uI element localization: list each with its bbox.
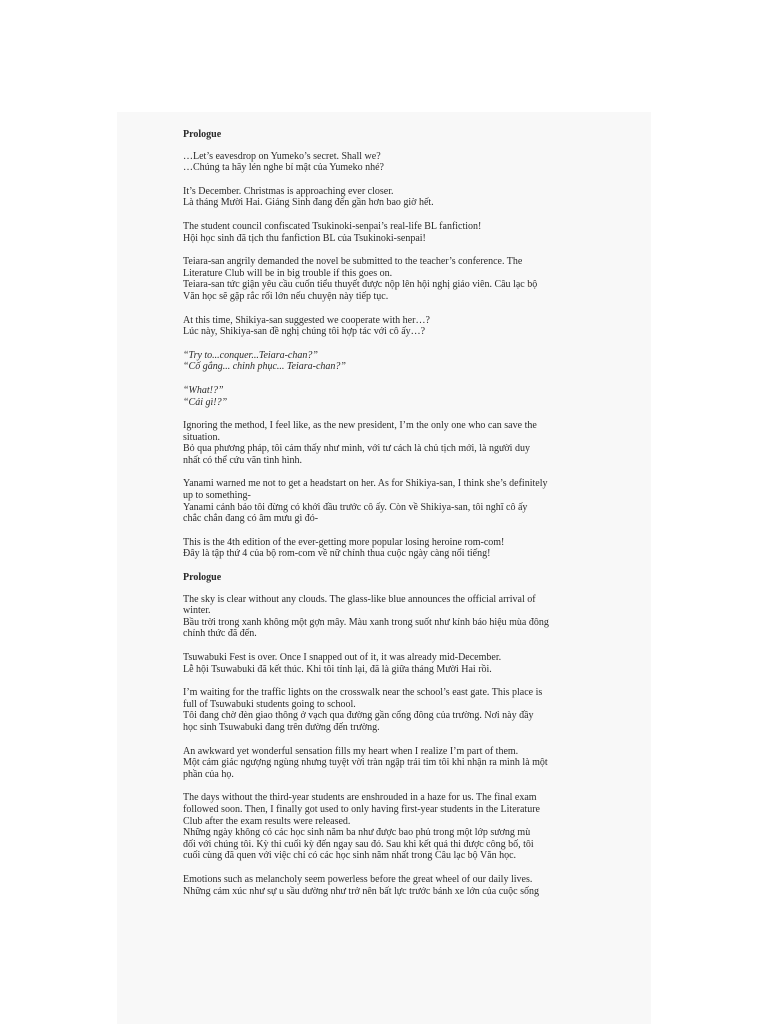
text-line: Literature Club will be in big trouble if this goes on.	[183, 267, 393, 279]
paragraph	[183, 594, 591, 640]
paragraph	[183, 221, 591, 244]
paragraph	[183, 420, 591, 466]
page-content	[183, 129, 591, 909]
paragraph	[183, 385, 591, 408]
text-line: Ignoring the method, I feel like, as the new president, I’m the only one who can save the	[183, 420, 537, 432]
paragraph	[183, 186, 591, 209]
text-line: The days without the third-year students are enshrouded in a haze for us. The final exam	[183, 792, 537, 804]
text-line: …Chúng ta hãy lén nghe bí mật của Yumeko nhé?	[183, 162, 384, 174]
text-line: An awkward yet wonderful sensation fills my heart when I realize I’m part of them.	[183, 745, 519, 757]
paragraph	[183, 792, 591, 862]
text-line: At this time, Shikiya-san suggested we cooperate with her…?	[183, 314, 430, 326]
section-heading: Prologue	[183, 572, 222, 584]
text-line: up to something-	[183, 490, 251, 502]
paragraph	[183, 315, 591, 338]
text-line: Hội học sinh đã tịch thu fanfiction BL của Tsukinoki-senpai!	[183, 232, 426, 244]
text-line: situation.	[183, 431, 220, 443]
text-line: “What!?”	[183, 384, 224, 396]
paragraph	[183, 537, 591, 560]
text-line: winter.	[183, 605, 211, 617]
text-line: This is the 4th edition of the ever-getting more popular losing heroine rom-com!	[183, 536, 505, 548]
paragraph	[183, 874, 591, 897]
text-line: Lễ hội Tsuwabuki đã kết thúc. Khi tôi tỉnh lại, đã là giữa tháng Mười Hai rồi.	[183, 663, 492, 675]
text-line: “Try to...conquer...Teiara-chan?”	[183, 349, 318, 361]
text-line: phần của họ.	[183, 768, 234, 780]
section-heading: Prologue	[183, 129, 222, 140]
text-line: Những cảm xúc như sự u sầu dường như trở nên bất lực trước bánh xe lớn của cuộc sống	[183, 885, 539, 897]
paragraph	[183, 256, 591, 302]
text-line: Bỏ qua phương pháp, tôi cảm thấy như mình, với tư cách là chủ tịch mới, là người duy	[183, 443, 530, 455]
text-line: Tôi đang chờ đèn giao thông ở vạch qua đường gần cổng đông của trường. Nơi này đầy	[183, 710, 534, 722]
text-line: Những ngày không có các học sinh năm ba như được bao phủ trong một lớp sương mù	[183, 827, 531, 839]
text-line: Yanami cảnh báo tôi đừng có khởi đầu trước cô ấy. Còn về Shikiya-san, tôi nghĩ cô ấy	[183, 501, 528, 513]
text-line: Đây là tập thứ 4 của bộ rom-com về nữ chính thua cuộc ngày càng nổi tiếng!	[183, 548, 491, 560]
text-line: It’s December. Christmas is approaching ever closer.	[183, 185, 394, 197]
paragraph	[183, 746, 591, 781]
text-line: Một cảm giác ngượng ngùng nhưng tuyệt vời tràn ngập trái tim tôi khi nhận ra mình là một	[183, 757, 548, 769]
text-line: Teiara-san tức giận yêu cầu cuốn tiểu thuyết được nộp lên hội nghị giáo viên. Câu lạc bộ	[183, 279, 538, 291]
document-page	[117, 112, 651, 1024]
text-line: “Cố gắng... chinh phục... Teiara-chan?”	[183, 361, 346, 373]
text-line: Tsuwabuki Fest is over. Once I snapped out of it, it was already mid-December.	[183, 652, 502, 663]
text-line: Teiara-san angrily demanded the novel be submitted to the teacher’s conference. The	[183, 256, 523, 268]
text-line: cuối cùng đã quen với việc chỉ có các học sinh năm nhất trong Câu lạc bộ Văn học.	[183, 850, 517, 862]
text-line: The student council confiscated Tsukinoki-senpai’s real-life BL fanfiction!	[183, 220, 482, 232]
text-line: nhất có thể cứu vãn tình hình.	[183, 454, 303, 466]
text-line: Là tháng Mười Hai. Giáng Sinh đang đến gần hơn bao giờ hết.	[183, 197, 434, 209]
text-line: đối với chúng tôi. Kỳ thi cuối kỳ đến ngay sau đó. Sau khi kết quả thi được công bố, tôi	[183, 838, 534, 850]
text-line: I’m waiting for the traffic lights on the crosswalk near the school’s east gate. This place is	[183, 687, 543, 699]
text-line: Club after the exam results were released.	[183, 815, 351, 827]
text-line: “Cái gì!?”	[183, 396, 228, 408]
text-line: chính thức đã đến.	[183, 628, 257, 640]
text-line: followed soon. Then, I finally got used to only having first-year students in the Literature	[183, 803, 540, 815]
text-line: Yanami warned me not to get a headstart on her. As for Shikiya-san, I think she’s definitely	[183, 478, 548, 490]
text-line: full of Tsuwabuki students going to school.	[183, 698, 356, 710]
text-line: Bầu trời trong xanh không một gợn mây. Màu xanh trong suốt như kính báo hiệu mùa đông	[183, 616, 549, 628]
paragraph	[183, 151, 591, 174]
text-line: …Let’s eavesdrop on Yumeko’s secret. Shall we?	[183, 150, 381, 162]
paragraph	[183, 350, 591, 373]
text-line: chắc chắn đang có âm mưu gì đó-	[183, 513, 319, 525]
text-line: Lúc này, Shikiya-san đề nghị chúng tôi hợp tác với cô ấy…?	[183, 326, 426, 338]
text-line: Emotions such as melancholy seem powerless before the great wheel of our daily lives.	[183, 873, 533, 885]
paragraph	[183, 478, 591, 524]
text-line: học sinh Tsuwabuki đang trên đường đến trường.	[183, 721, 380, 733]
text-line: The sky is clear without any clouds. The glass-like blue announces the official arrival of	[183, 593, 536, 605]
paragraph	[183, 652, 591, 675]
paragraph	[183, 687, 591, 733]
text-line: Văn học sẽ gặp rắc rối lớn nếu chuyện này tiếp tục.	[183, 290, 389, 302]
